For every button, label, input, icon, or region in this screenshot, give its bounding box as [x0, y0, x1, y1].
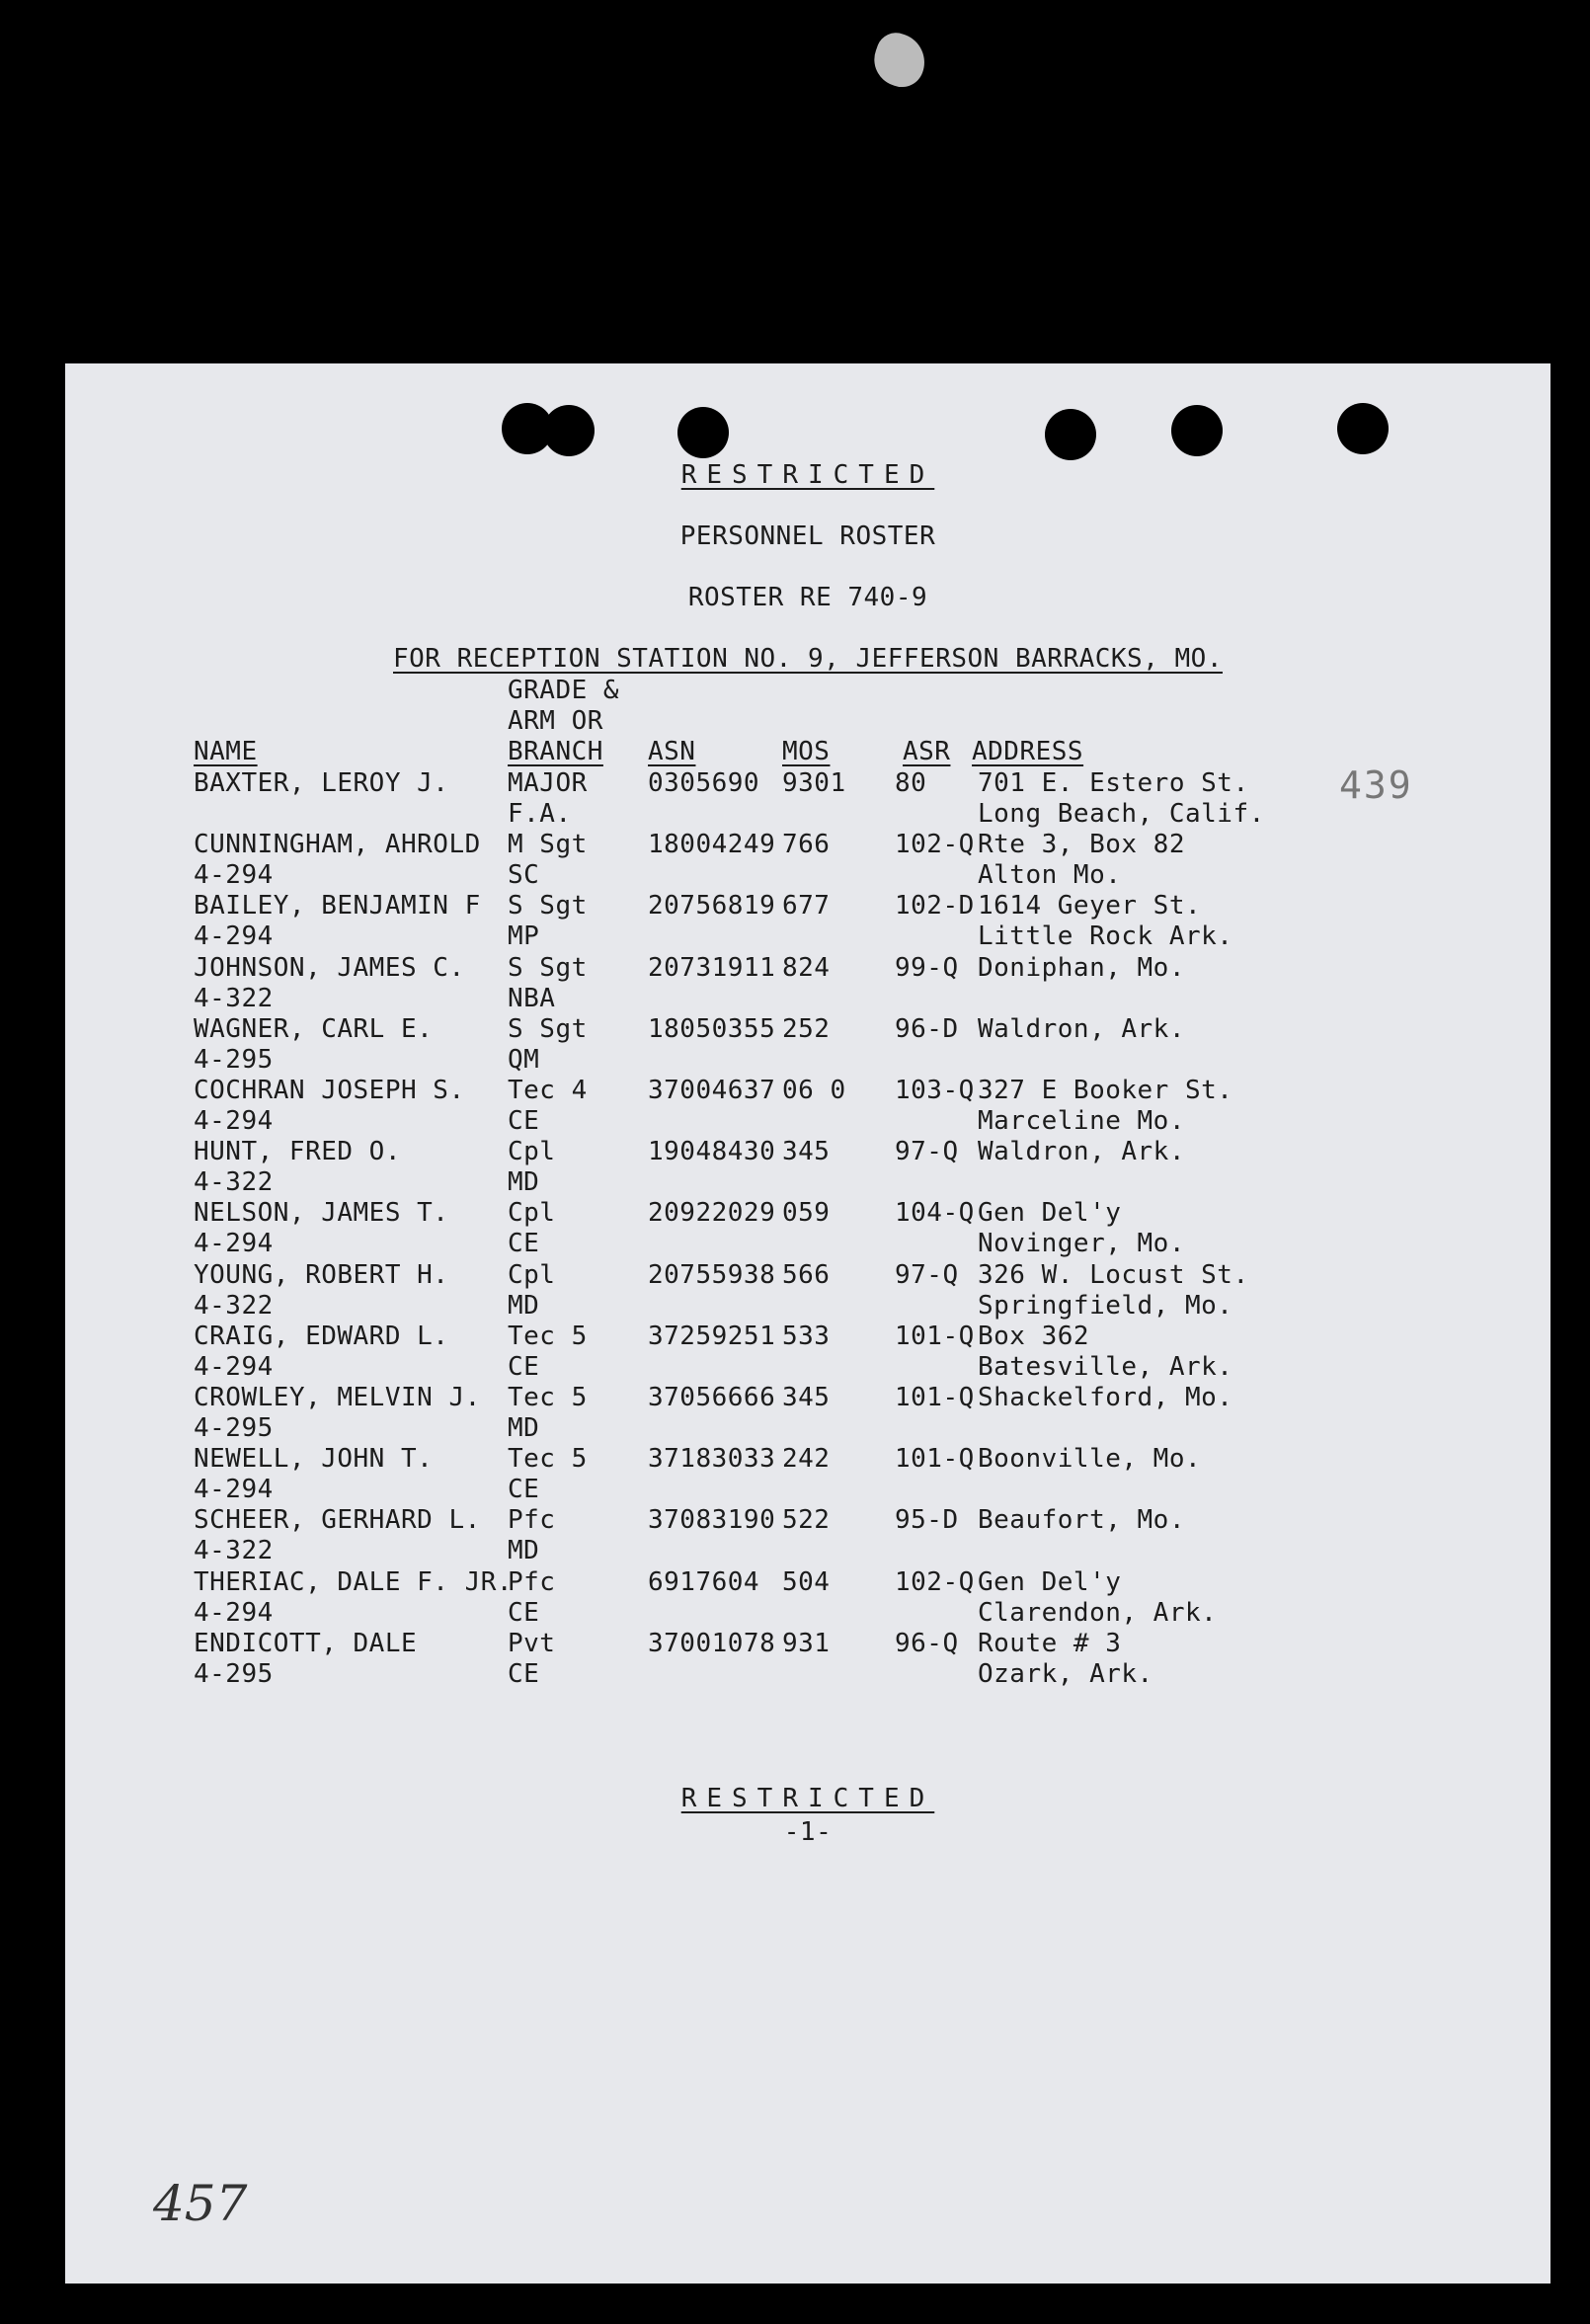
cell-asn: 37001078: [648, 1628, 776, 1658]
cell-branch: QM: [508, 1044, 540, 1075]
cell-name: YOUNG, ROBERT H.: [194, 1259, 449, 1290]
cell-branch: CE: [508, 1475, 540, 1505]
cell-name: WAGNER, CARL E.: [194, 1013, 434, 1044]
cell-mos: 677: [782, 891, 831, 922]
cell-asr: 101-Q: [895, 1383, 975, 1412]
cell-sub: 4-294: [194, 1351, 274, 1382]
cell-branch: NBA: [508, 983, 556, 1013]
cell-addr2: Ozark, Ark.: [978, 1658, 1153, 1689]
col-name: NAME: [194, 737, 258, 766]
cell-name: COCHRAN JOSEPH S.: [194, 1076, 465, 1105]
cell-addr2: Springfield, Mo.: [978, 1290, 1233, 1321]
cell-name: BAXTER, LEROY J.: [194, 768, 449, 798]
cell-branch: CE: [508, 1106, 540, 1136]
cell-asr: 102-Q: [895, 830, 975, 860]
cell-addr1: Gen Del'y: [978, 1198, 1122, 1229]
cell-branch: F.A.: [508, 799, 572, 829]
station-line: FOR RECEPTION STATION NO. 9, JEFFERSON BARRACKS, MO.: [393, 644, 1223, 674]
cell-sub: 4-295: [194, 1658, 274, 1689]
cell-asr: 104-Q: [895, 1198, 975, 1229]
classification-top: RESTRICTED: [680, 460, 935, 490]
punch-hole: [1337, 403, 1389, 454]
cell-asr: 96-Q: [895, 1628, 959, 1658]
cell-branch: SC: [508, 860, 540, 891]
cell-branch: MD: [508, 1413, 540, 1443]
cell-addr1: Doniphan, Mo.: [978, 952, 1185, 983]
cell-grade: S Sgt: [508, 952, 588, 983]
cell-asn: 37183033: [648, 1444, 776, 1475]
cell-grade: Pvt: [508, 1628, 556, 1658]
cell-mos: 566: [782, 1259, 831, 1290]
cell-grade: Cpl: [508, 1137, 556, 1167]
cell-addr2: Novinger, Mo.: [978, 1229, 1185, 1259]
col-grade-line1: GRADE &: [508, 676, 620, 705]
cell-grade: M Sgt: [508, 830, 588, 860]
cell-addr2: Alton Mo.: [978, 860, 1122, 891]
cell-mos: 931: [782, 1628, 831, 1658]
cell-name: CROWLEY, MELVIN J.: [194, 1383, 481, 1412]
cell-branch: MP: [508, 922, 540, 952]
cell-addr1: Beaufort, Mo.: [978, 1505, 1185, 1536]
cell-branch: CE: [508, 1229, 540, 1259]
punch-hole: [677, 407, 729, 458]
cell-branch: MD: [508, 1167, 540, 1198]
cell-mos: 766: [782, 830, 831, 860]
classification-bottom: RESTRICTED: [680, 1784, 935, 1813]
cell-addr1: Boonville, Mo.: [978, 1444, 1202, 1475]
col-grade-line3: BRANCH: [508, 737, 603, 766]
handwritten-number: 457: [153, 2175, 248, 2232]
cell-sub: 4-322: [194, 1167, 274, 1198]
cell-sub: 4-322: [194, 983, 274, 1013]
cell-addr1: 327 E Booker St.: [978, 1076, 1233, 1105]
cell-asn: 20922029: [648, 1198, 776, 1229]
cell-addr1: 701 E. Estero St.: [978, 768, 1249, 798]
cell-grade: Tec 5: [508, 1444, 588, 1475]
cell-mos: 059: [782, 1198, 831, 1229]
cell-addr2: Little Rock Ark.: [978, 922, 1233, 952]
cell-asn: 19048430: [648, 1137, 776, 1167]
col-asn: ASN: [648, 737, 696, 766]
cell-addr1: 326 W. Locust St.: [978, 1259, 1249, 1290]
cell-sub: 4-294: [194, 922, 274, 952]
cell-asn: 20756819: [648, 891, 776, 922]
cell-asn: 37056666: [648, 1383, 776, 1412]
cell-addr1: Waldron, Ark.: [978, 1137, 1185, 1167]
cell-addr1: Gen Del'y: [978, 1566, 1122, 1597]
punch-hole: [543, 405, 595, 456]
cell-asr: 101-Q: [895, 1444, 975, 1475]
cell-grade: S Sgt: [508, 891, 588, 922]
cell-addr1: Shackelford, Mo.: [978, 1383, 1233, 1412]
cell-mos: 522: [782, 1505, 831, 1536]
document-title: PERSONNEL ROSTER: [679, 521, 936, 551]
cell-branch: MD: [508, 1536, 540, 1566]
cell-name: HUNT, FRED O.: [194, 1137, 401, 1167]
scan-artifact: [867, 28, 933, 94]
cell-sub: 4-294: [194, 1229, 274, 1259]
page-number: -1-: [783, 1817, 833, 1847]
cell-name: ENDICOTT, DALE: [194, 1628, 418, 1658]
cell-asn: 18004249: [648, 830, 776, 860]
cell-addr1: Rte 3, Box 82: [978, 830, 1185, 860]
cell-mos: 533: [782, 1321, 831, 1351]
side-number: 439: [1339, 763, 1413, 807]
cell-branch: MD: [508, 1290, 540, 1321]
cell-addr1: 1614 Geyer St.: [978, 891, 1202, 922]
cell-mos: 345: [782, 1383, 831, 1412]
col-mos: MOS: [782, 737, 831, 766]
cell-grade: Tec 4: [508, 1076, 588, 1105]
cell-sub: 4-295: [194, 1044, 274, 1075]
cell-sub: 4-294: [194, 1597, 274, 1628]
cell-sub: 4-322: [194, 1290, 274, 1321]
cell-asn: 37259251: [648, 1321, 776, 1351]
cell-grade: Tec 5: [508, 1321, 588, 1351]
cell-name: NEWELL, JOHN T.: [194, 1444, 434, 1475]
cell-asr: 103-Q: [895, 1076, 975, 1105]
roster-id: ROSTER RE 740-9: [687, 583, 928, 612]
cell-mos: 345: [782, 1137, 831, 1167]
cell-grade: Cpl: [508, 1198, 556, 1229]
cell-asn: 20731911: [648, 952, 776, 983]
cell-addr1: Route # 3: [978, 1628, 1122, 1658]
cell-asn: 0305690: [648, 768, 760, 798]
cell-sub: 4-294: [194, 860, 274, 891]
cell-mos: 242: [782, 1444, 831, 1475]
cell-branch: CE: [508, 1351, 540, 1382]
cell-asn: 6917604: [648, 1566, 760, 1597]
cell-grade: S Sgt: [508, 1013, 588, 1044]
cell-grade: Pfc: [508, 1566, 556, 1597]
cell-addr2: Clarendon, Ark.: [978, 1597, 1218, 1628]
cell-asn: 20755938: [648, 1259, 776, 1290]
cell-mos: 824: [782, 952, 831, 983]
cell-sub: 4-295: [194, 1413, 274, 1443]
cell-branch: CE: [508, 1658, 540, 1689]
cell-name: CUNNINGHAM, AHROLD: [194, 830, 481, 860]
cell-grade: MAJOR: [508, 768, 588, 798]
cell-asr: 99-Q: [895, 952, 959, 983]
cell-addr2: Long Beach, Calif.: [978, 799, 1265, 829]
cell-name: JOHNSON, JAMES C.: [194, 952, 465, 983]
cell-mos: 252: [782, 1013, 831, 1044]
cell-asr: 102-Q: [895, 1566, 975, 1597]
cell-sub: 4-294: [194, 1475, 274, 1505]
cell-branch: CE: [508, 1597, 540, 1628]
cell-asn: 18050355: [648, 1013, 776, 1044]
cell-asr: 80: [895, 768, 927, 798]
cell-grade: Tec 5: [508, 1383, 588, 1412]
cell-addr1: Box 362: [978, 1321, 1090, 1351]
cell-name: THERIAC, DALE F. JR.: [194, 1566, 514, 1597]
cell-sub: 4-322: [194, 1536, 274, 1566]
cell-sub: 4-294: [194, 1106, 274, 1136]
cell-asr: 97-Q: [895, 1137, 959, 1167]
cell-asr: 97-Q: [895, 1259, 959, 1290]
cell-name: NELSON, JAMES T.: [194, 1198, 449, 1229]
cell-asr: 102-D: [895, 891, 975, 922]
cell-name: CRAIG, EDWARD L.: [194, 1321, 449, 1351]
cell-addr2: Marceline Mo.: [978, 1106, 1185, 1136]
cell-asn: 37004637: [648, 1076, 776, 1105]
cell-asn: 37083190: [648, 1505, 776, 1536]
col-address: ADDRESS: [972, 737, 1084, 766]
cell-grade: Pfc: [508, 1505, 556, 1536]
punch-hole: [1171, 405, 1223, 456]
roster-page: [65, 363, 1550, 2284]
cell-mos: 9301: [782, 768, 846, 798]
cell-grade: Cpl: [508, 1259, 556, 1290]
cell-name: SCHEER, GERHARD L.: [194, 1505, 481, 1536]
cell-asr: 96-D: [895, 1013, 959, 1044]
cell-mos: 504: [782, 1566, 831, 1597]
col-grade-line2: ARM OR: [508, 706, 603, 736]
col-asr: ASR: [903, 737, 951, 766]
cell-addr2: Batesville, Ark.: [978, 1351, 1233, 1382]
punch-hole: [1045, 409, 1096, 460]
cell-name: BAILEY, BENJAMIN F: [194, 891, 481, 922]
cell-asr: 101-Q: [895, 1321, 975, 1351]
cell-addr1: Waldron, Ark.: [978, 1013, 1185, 1044]
cell-asr: 95-D: [895, 1505, 959, 1536]
cell-mos: 06 0: [782, 1076, 846, 1105]
